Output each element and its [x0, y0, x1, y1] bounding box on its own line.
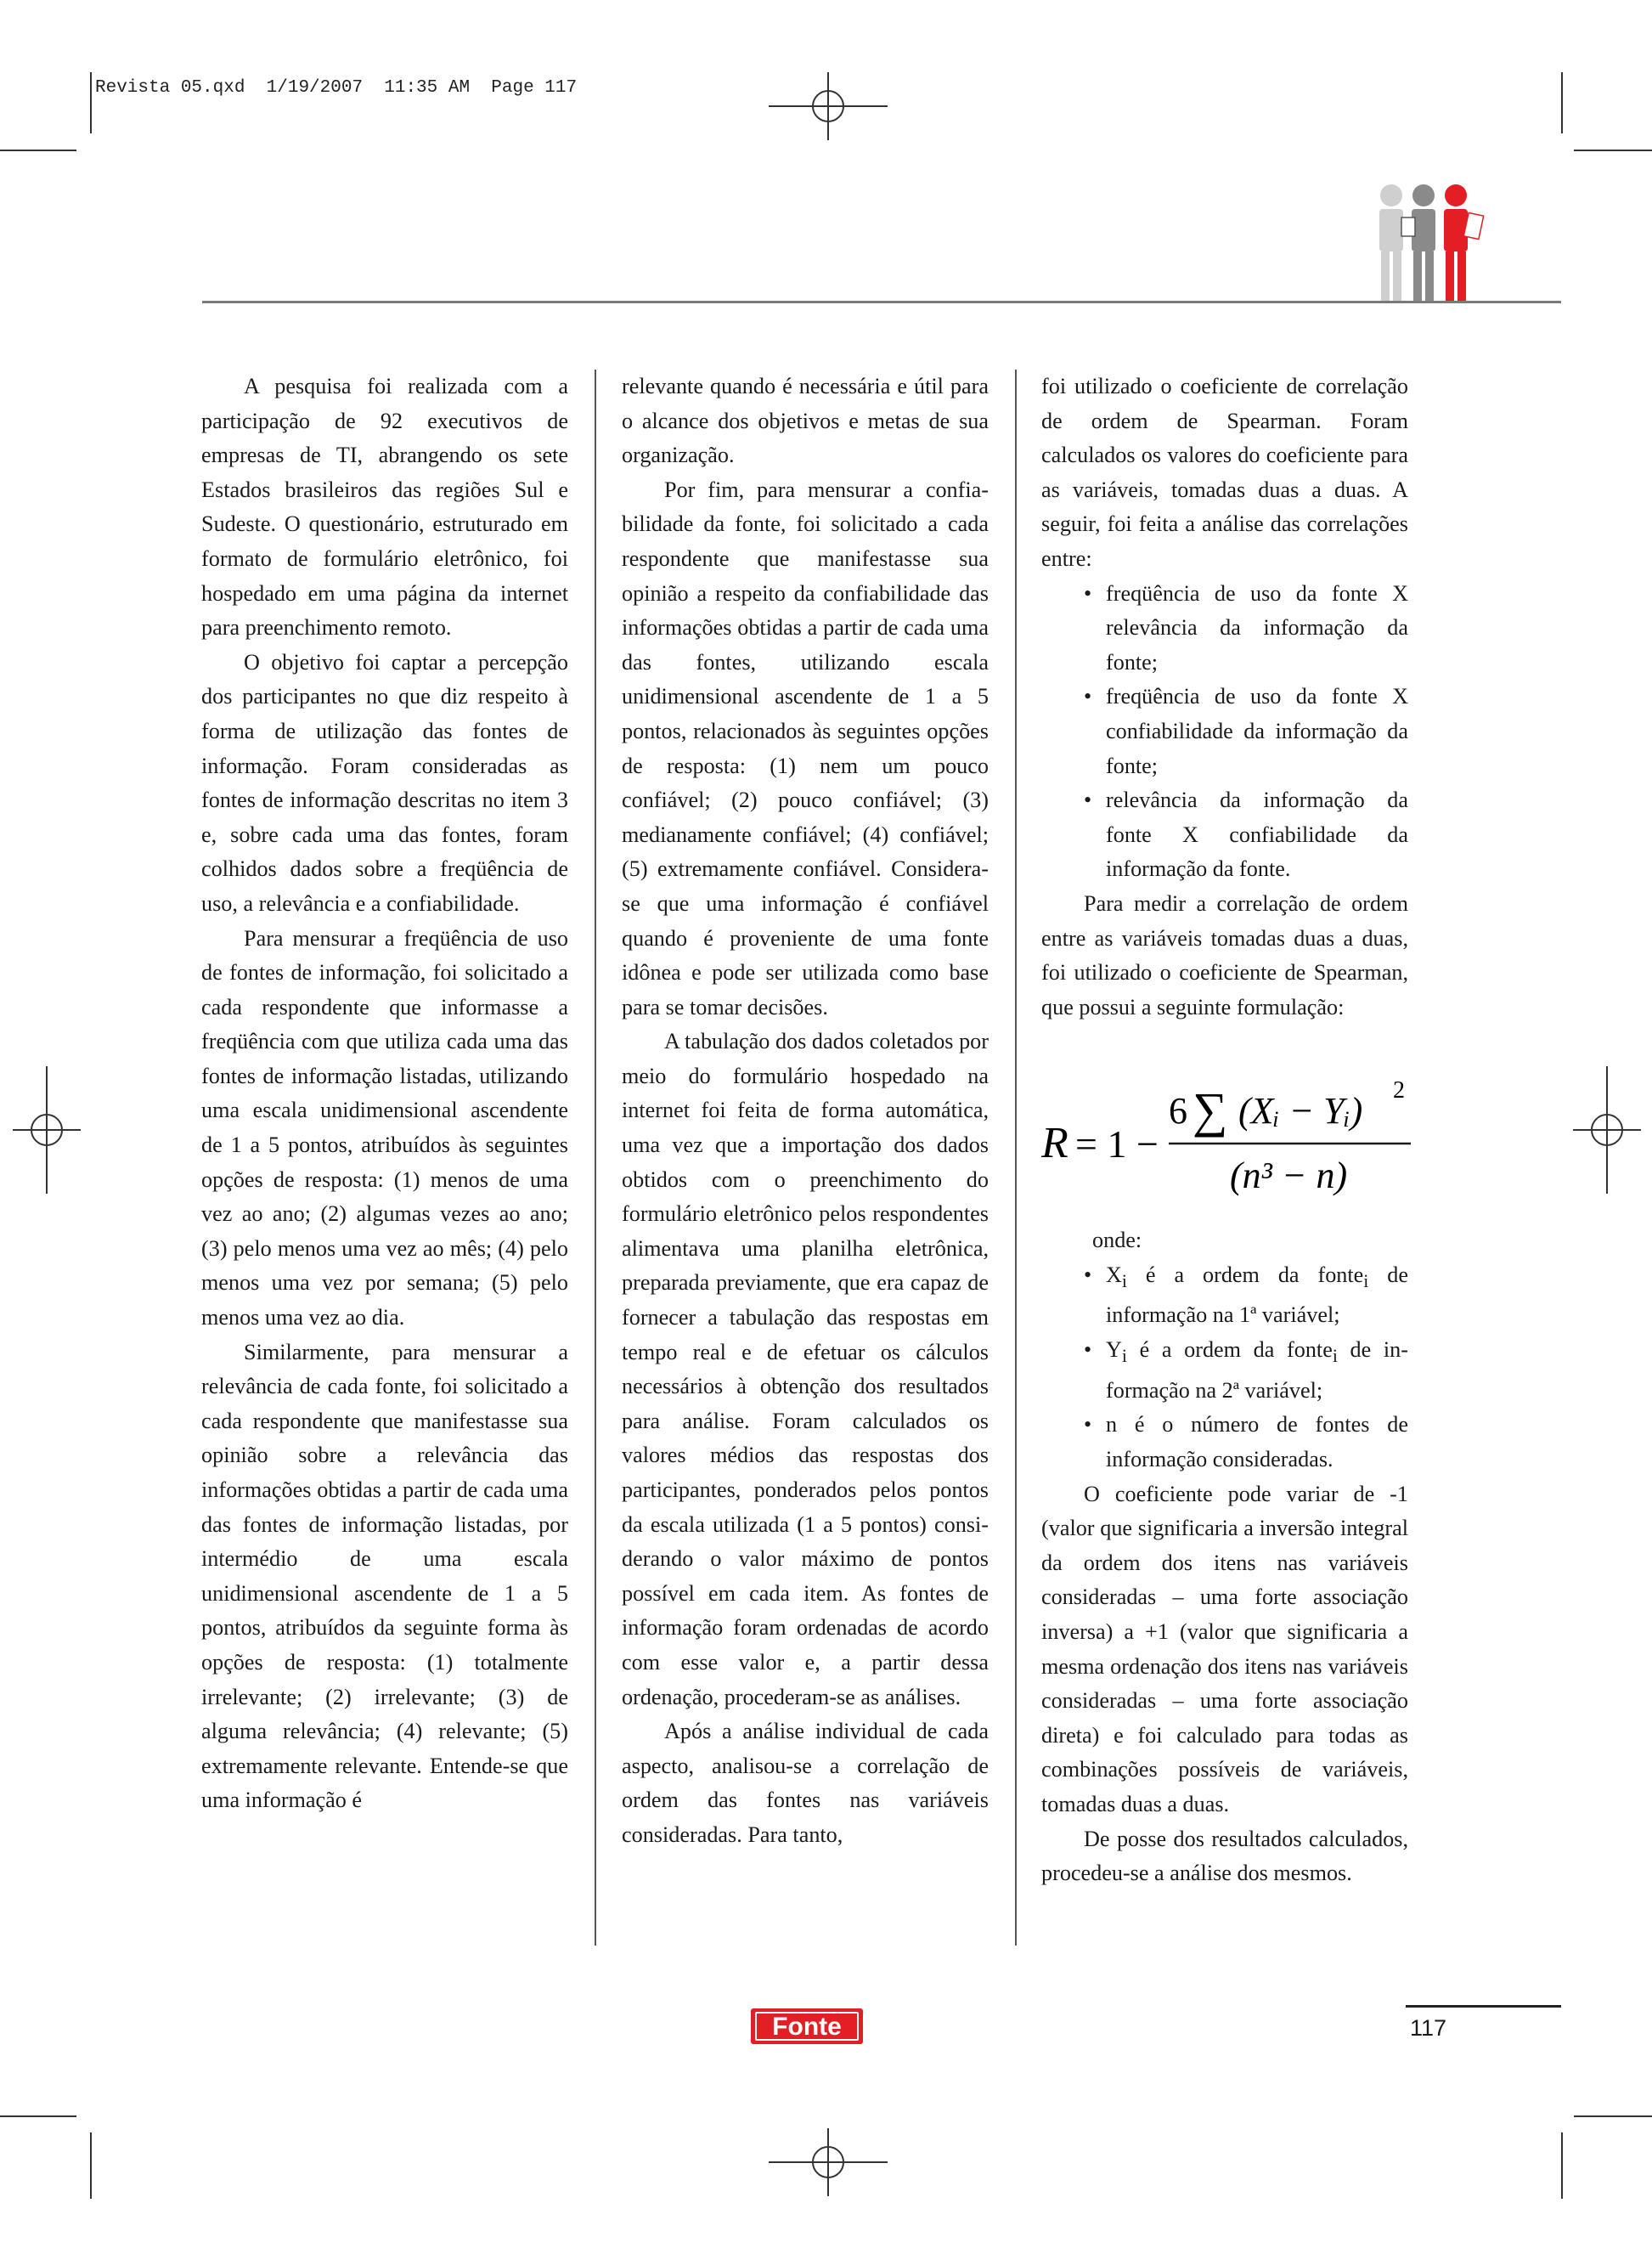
formula-numerator: (Xᵢ − Yᵢ) — [1238, 1090, 1363, 1132]
fonte-logo-text: Fonte — [755, 2012, 859, 2041]
spearman-formula — [1041, 1072, 1415, 1221]
column-divider-1 — [595, 370, 596, 1946]
paragraph: A tabulação dos dados coletados por meio do formulário hospedado na internet foi feita de forma automática, uma vez que a importação dos dados obtidos com o preenchimento do formulário eletrônico pelos respondentes alimentava uma planilha eletrônica, preparada previamente, que era capaz de fornecer a tabulação das respostas em tempo real e de efetuar os cálculos necessários à obtenção dos resultados para análise. Foram calculados os valores médios das respostas dos participantes, ponderados pelos pontos da escala utilizada (1 a 5 pontos) considerando o valor máximo de pontos possível em cada item. As fontes de informação foram ordenadas de acordo com esse valor e, a partir dessa ordenação, procederam-se as análises. — [622, 1029, 989, 1709]
text-column-1 — [201, 370, 568, 1818]
registration-mark-top — [764, 72, 892, 140]
paragraph: De posse dos resultados calculados, procedeu-se a análise dos mesmos. — [1041, 1826, 1408, 1886]
paragraph: Similarmente, para mensurar a relevância de cada fonte, foi solicitado a cada respondente que manifestasse sua opinião sobre a relevância das informações obtidas a partir de cada uma das fontes de informação listadas, por intermédio de uma escala unidimensional ascendente de 1 a 5 pontos, atribuídos da seguinte forma às opções de resposta: (1) totalmente irrelevante; (2) irrelevante; (3) de alguma relevância; (4) relevante; (5) extremamente relevante. Entende-se que uma informação é — [201, 1339, 568, 1813]
column-divider-2 — [1015, 370, 1017, 1946]
registration-mark-right — [1573, 1066, 1641, 1194]
formula-lhs: R — [1041, 1119, 1068, 1167]
formula-coef: 6 — [1169, 1090, 1187, 1132]
paragraph: A pesquisa foi realizada com a participação de 92 executivos de empresas de TI, abrangendo os sete Estados brasileiros das regiões Sul e Sudeste. O questionário, estruturado em formato de formulário eletrônico, foi hospedado em uma página da internet para preenchimento remoto. — [201, 374, 568, 641]
definition-list — [1041, 1258, 1408, 1477]
paragraph: foi utilizado o coeficiente de correlação de ordem de Spearman. Foram calculados os valores do coeficiente para as variáveis, tomadas duas a duas. A seguir, foi feita a análise das correlações entre: — [1041, 374, 1408, 571]
onde-label: onde: — [1092, 1228, 1142, 1252]
formula-denominator: (n³ − n) — [1230, 1155, 1348, 1196]
text-column-3-lower — [1041, 1223, 1408, 1891]
paragraph: relevante quando é necessária e útil para o alcance dos objetivos e metas de sua organização. — [622, 374, 989, 468]
text-column-3 — [1041, 370, 1408, 1025]
text-column-2 — [622, 370, 989, 1853]
registration-mark-bottom — [764, 2128, 892, 2196]
correlation-list — [1041, 577, 1408, 887]
formula-one-minus: = 1 − — [1075, 1122, 1159, 1166]
list-item: • freqüência de uso da fonte X relevância da informação da fonte; — [1041, 577, 1408, 681]
fonte-logo — [751, 2008, 863, 2044]
list-item: • relevância da informação da fonte X confiabilidade da informação da fonte. — [1041, 783, 1408, 887]
paragraph: Para mensurar a freqüência de uso de fontes de informação, foi solicitado a cada respondente que informasse a freqüência com que utiliza cada uma das fontes de informação listadas, utilizando uma escala unidimensional ascendente de 1 a 5 pontos, atribuídos às seguintes opções de resposta: (1) menos de uma vez ao ano; (2) algumas vezes ao ano; (3) pelo menos uma vez ao mês; (4) pelo menos uma vez por semana; (5) pelo menos uma vez ao dia. — [201, 925, 568, 1330]
list-item: • $Y_i$ é a ordem da fonte$_i$ de informação na 2ª variável; — [1041, 1333, 1408, 1408]
formula-sum: ∑ — [1192, 1082, 1228, 1138]
registration-mark-left — [13, 1066, 81, 1194]
list-item: • n é o número de fontes de informação consideradas. — [1041, 1408, 1408, 1477]
paragraph: Após a análise individual de cada aspecto, analisou-se a correlação de ordem das fontes nas variáveis consideradas. Para tanto, — [622, 1719, 989, 1847]
list-item: • $X_i$ é a ordem da fonte$_i$ de informação na 1ª variável; — [1041, 1258, 1408, 1333]
formula-exponent: 2 — [1393, 1077, 1405, 1104]
paragraph: Para medir a correlação de ordem entre as variáveis tomadas duas a duas, foi utilizado o coeficiente de Spearman, que possui a seguinte formulação: — [1041, 890, 1408, 1020]
slug-line: Revista 05.qxd 1/19/2007 11:35 AM Page 117 — [95, 78, 578, 98]
paragraph: O coeficiente pode variar de -1 (valor que significaria a inversão integral da ordem dos itens nas variáveis consideradas – uma forte associação inversa) a +1 (valor que significaria a mesma ordenação dos itens nas variáveis consideradas – uma forte associação direta) e foi calculado para todas as combinações possíveis de variáveis, tomadas duas a duas. — [1041, 1481, 1408, 1816]
header-rule — [202, 301, 1561, 303]
page-number: 117 — [1410, 2015, 1447, 2041]
list-item: • freqüência de uso da fonte X confiabilidade da informação da fonte; — [1041, 680, 1408, 783]
paragraph: O objetivo foi captar a percepção dos participantes no que diz respeito à forma de utilização das fontes de informação. Foram consideradas as fontes de informação descritas no item 3 e, sobre cada uma das fontes, foram colhidos dados sobre a freqüência de uso, a relevância e a confiabilidade. — [201, 649, 568, 916]
footer-rule — [1406, 2005, 1561, 2008]
paragraph: Por fim, para mensurar a confiabilidade da fonte, foi solicitado a cada respondente que manifestasse sua opinião a respeito da confiabilidade das informações obtidas a partir de cada uma das fontes, utilizando escala unidimensional ascendente de 1 a 5 pontos, relacionados às seguintes opções de resposta: (1) nem um pouco confiável; (2) pouco confiável; (3) medianamente confiável; (4) confiável; (5) extremamente confiável. Considera-se que uma informação é confiável quando é proveniente de uma fonte idônea e pode ser utilizada como base para se tomar decisões. — [622, 477, 989, 1020]
three-people-icon — [1366, 180, 1493, 304]
